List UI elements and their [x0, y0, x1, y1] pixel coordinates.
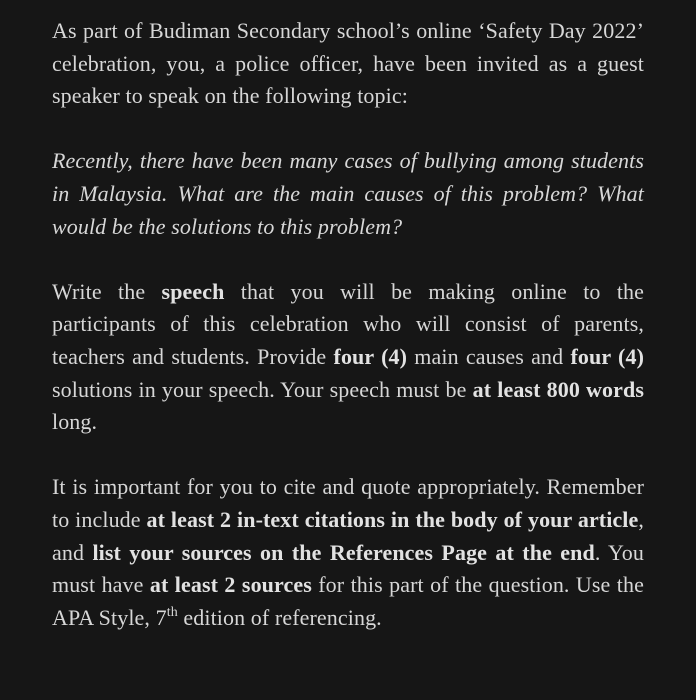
topic-paragraph	[52, 145, 644, 243]
citation-text-4: for this part of the question. Use the APA Style, 7	[52, 572, 644, 630]
task-text-2: that you will be making online to the participants of this celebration who will consist of parents, teachers and students. Provide	[52, 278, 645, 369]
task-bold-four-solutions: four (4)	[570, 343, 645, 369]
citation-bold-in-text: at least 2 in-text citations in the body of your article	[146, 506, 639, 532]
task-text-1: Write the	[52, 278, 162, 304]
citation-paragraph	[52, 471, 644, 634]
task-bold-speech: speech	[161, 278, 225, 304]
citation-bold-references: list your sources on the References Page at the end	[92, 539, 595, 565]
task-text-4: solutions in your speech. Your speech must be	[52, 376, 473, 402]
task-bold-four-causes: four (4)	[333, 343, 408, 369]
citation-text-2: , and	[52, 506, 644, 565]
task-bold-word-count: at least 800 words	[472, 376, 644, 402]
citation-text-3: . You must have	[52, 539, 644, 598]
citation-text-5: edition of referencing.	[177, 604, 382, 630]
intro-text: As part of Budiman Secondary school’s online ‘Safety Day 2022’ celebration, you, a police officer, have been invited as a guest speaker to speak on the following topic:	[52, 18, 644, 109]
citation-bold-sources: at least 2 sources	[149, 572, 312, 598]
task-text-3: main causes and	[407, 343, 571, 369]
task-text-5: long.	[52, 409, 98, 435]
citation-superscript: th	[166, 604, 178, 620]
intro-paragraph	[52, 15, 644, 113]
task-paragraph	[52, 276, 644, 439]
topic-text: Recently, there have been many cases of bullying among students in Malaysia. What are the main causes of this problem? What would be the solutions to this problem?	[52, 148, 644, 239]
citation-text-1: It is important for you to cite and quote appropriately. Remember to include	[52, 474, 644, 532]
